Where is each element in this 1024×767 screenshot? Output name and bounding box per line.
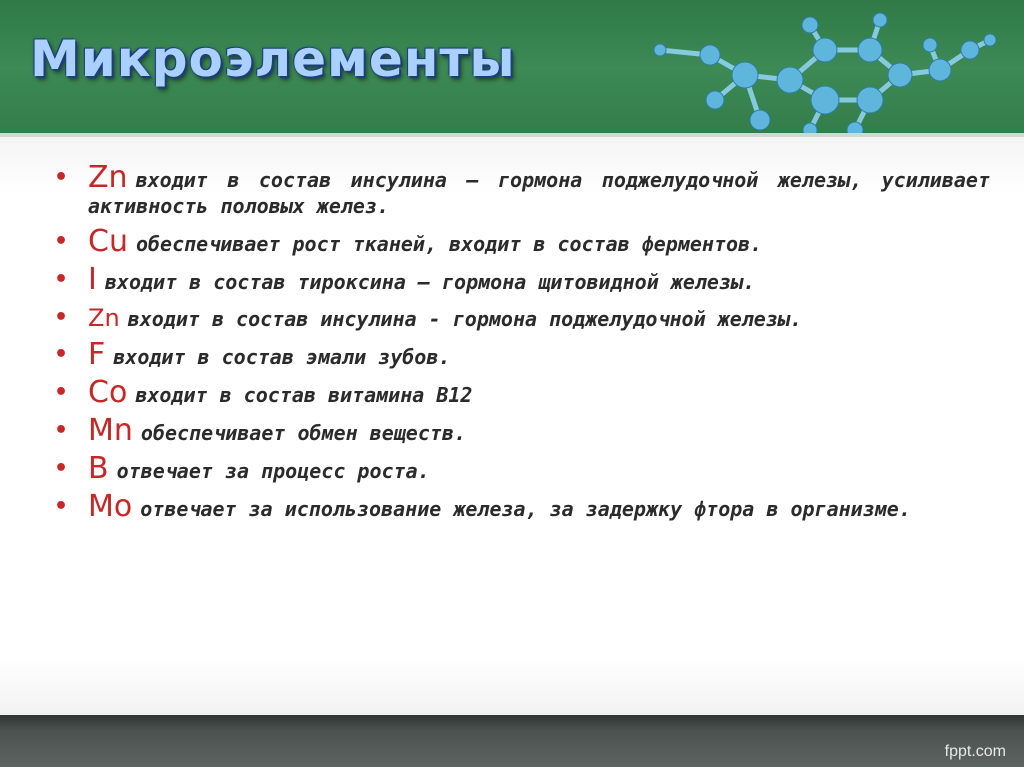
bullet-icon: • [54, 165, 69, 190]
bullet-icon: • [54, 380, 69, 405]
bullet-icon: • [54, 342, 69, 367]
bullet-icon: • [54, 456, 69, 481]
bullet-icon: • [54, 229, 69, 254]
list-item [48, 451, 990, 486]
item-text: обеспечивает обмен веществ. [140, 421, 467, 445]
list-item [48, 489, 990, 524]
bullet-icon: • [54, 305, 69, 330]
bullet-list [48, 160, 990, 532]
bullet-icon: • [54, 267, 69, 292]
element-symbol: Zn [88, 160, 128, 195]
list-item [48, 160, 990, 219]
item-text: входит в состав тироксина – гормона щитовидной железы. [104, 270, 756, 294]
footer-brand: fppt.com [944, 743, 1006, 760]
list-item [48, 224, 990, 259]
item-text: отвечает за использование железа, за задержку фтора в организме. [140, 497, 911, 521]
element-symbol: Mo [88, 489, 133, 524]
element-symbol: F [88, 337, 106, 372]
element-symbol: Cu [88, 224, 128, 259]
slide-title: Микроэлементы [30, 30, 516, 88]
list-item [48, 413, 990, 448]
element-symbol: B [88, 451, 109, 486]
element-symbol: Mn [88, 413, 133, 448]
slide-header [0, 0, 1024, 137]
element-symbol: I [88, 262, 97, 297]
list-item [48, 262, 990, 297]
slide-footer [0, 715, 1024, 767]
list-item [48, 375, 990, 410]
list-item [48, 305, 990, 332]
bullet-icon: • [54, 418, 69, 443]
list-item [48, 337, 990, 372]
item-text: обеспечивает рост тканей, входит в состав ферментов. [135, 232, 763, 256]
bullet-icon: • [54, 494, 69, 519]
item-text: отвечает за процесс роста. [116, 459, 430, 483]
item-text: входит в состав инсулина - гормона поджелудочной железы. [127, 307, 802, 331]
item-text: входит в состав эмали зубов. [113, 345, 451, 369]
element-symbol: Zn [88, 304, 120, 332]
element-symbol: Co [88, 375, 128, 410]
molecule-icon [640, 0, 1010, 137]
item-text: входит в состав витамина В12 [135, 383, 473, 407]
item-text: входит в состав инсулина – гормона поджелудочной железы, усиливает активность половых желез. [88, 168, 990, 218]
